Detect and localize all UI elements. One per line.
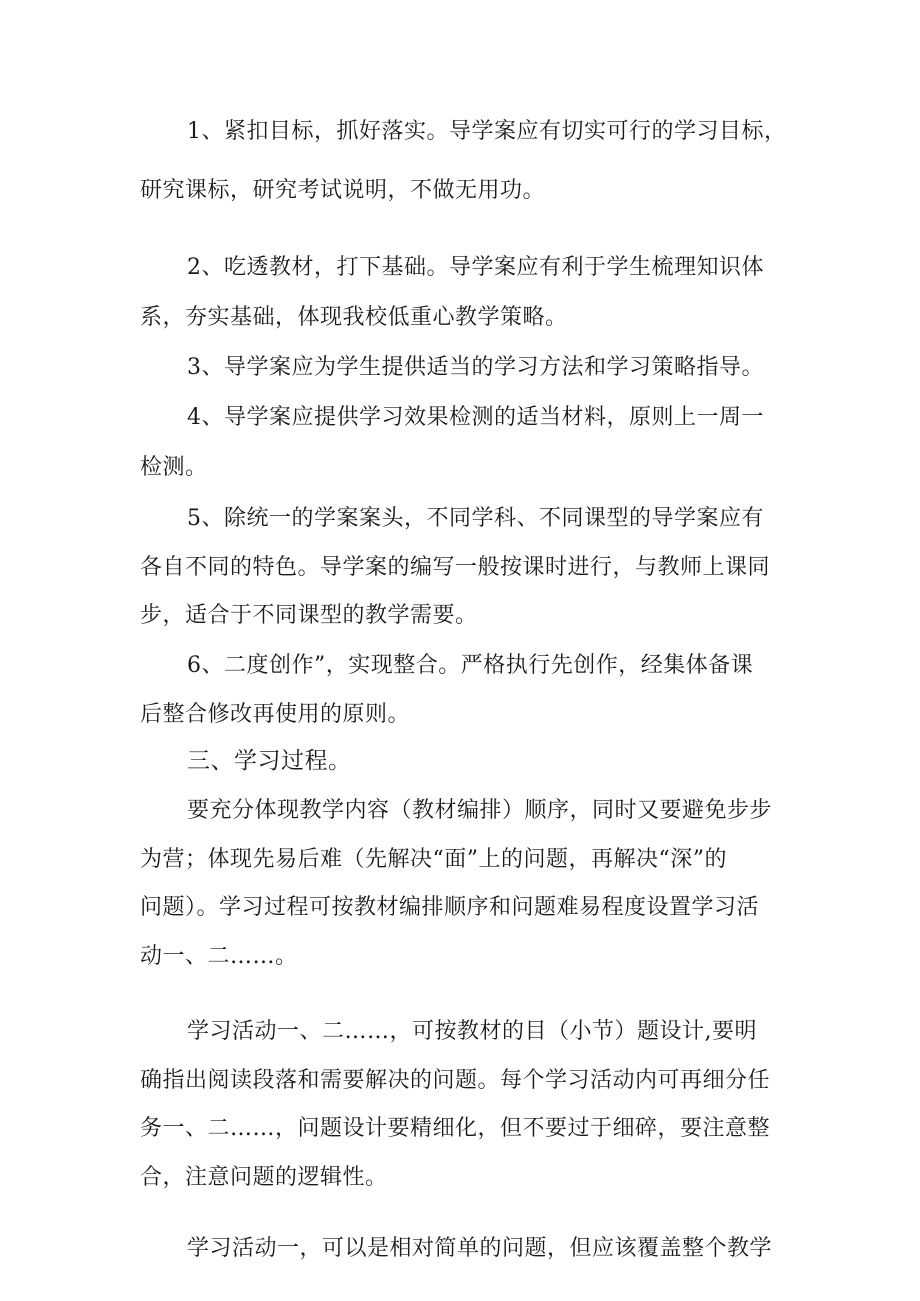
- section-heading: 三、学习过程。: [187, 748, 352, 774]
- list-item-4-line-2: 检测。: [140, 455, 208, 480]
- list-item-6-line-2: 后整合修改再使用的原则。: [140, 702, 411, 727]
- paragraph-2-line-2: 确指出阅读段落和需要解决的问题。每个学习活动内可再细分任: [140, 1068, 771, 1093]
- paragraph-2-line-3: 务一、二……，问题设计要精细化，但不要过于细碎，要注意整: [140, 1116, 771, 1141]
- list-item-1-line-1: 1、紧扣目标，抓好落实。导学案应有切实可行的学习目标，: [187, 119, 787, 144]
- list-item-1-line-2: 研究课标，研究考试说明，不做无用功。: [140, 178, 546, 203]
- list-item-5-line-2: 各自不同的特色。导学案的编写一般按课时进行，与教师上课同: [140, 555, 771, 580]
- list-item-4-line-1: 4、导学案应提供学习效果检测的适当材料，原则上一周一: [187, 405, 764, 430]
- list-item-5-line-1: 5、除统一的学案案头，不同学科、不同课型的导学案应有: [187, 506, 764, 531]
- list-item-5-line-3: 步，适合于不同课型的教学需要。: [140, 603, 478, 628]
- paragraph-1-line-1: 要充分体现教学内容（教材编排）顺序，同时又要避免步步: [187, 798, 773, 823]
- list-item-2-line-2: 系，夯实基础，体现我校低重心教学策略。: [140, 305, 568, 330]
- paragraph-3-line-1: 学习活动一，可以是相对简单的问题，但应该覆盖整个教学: [187, 1236, 773, 1261]
- paragraph-2-line-4: 合，注意问题的逻辑性。: [140, 1165, 388, 1190]
- paragraph-1-line-4: 动一、二……。: [140, 944, 298, 969]
- paragraph-1-line-2: 为营；体现先易后难（先解决“面”上的问题，再解决“深”的: [140, 847, 727, 872]
- list-item-2-line-1: 2、吃透教材，打下基础。导学案应有利于学生梳理知识体: [187, 255, 764, 280]
- paragraph-1-line-3: 问题）。学习过程可按教材编排顺序和问题难易程度设置学习活: [140, 895, 760, 920]
- list-item-6-line-1: 6、二度创作”，实现整合。严格执行先创作，经集体备课: [187, 653, 754, 678]
- list-item-3-line-1: 3、导学案应为学生提供适当的学习方法和学习策略指导。: [187, 355, 764, 380]
- paragraph-2-line-1: 学习活动一、二……，可按教材的目（小节）题设计,要明: [187, 1019, 757, 1044]
